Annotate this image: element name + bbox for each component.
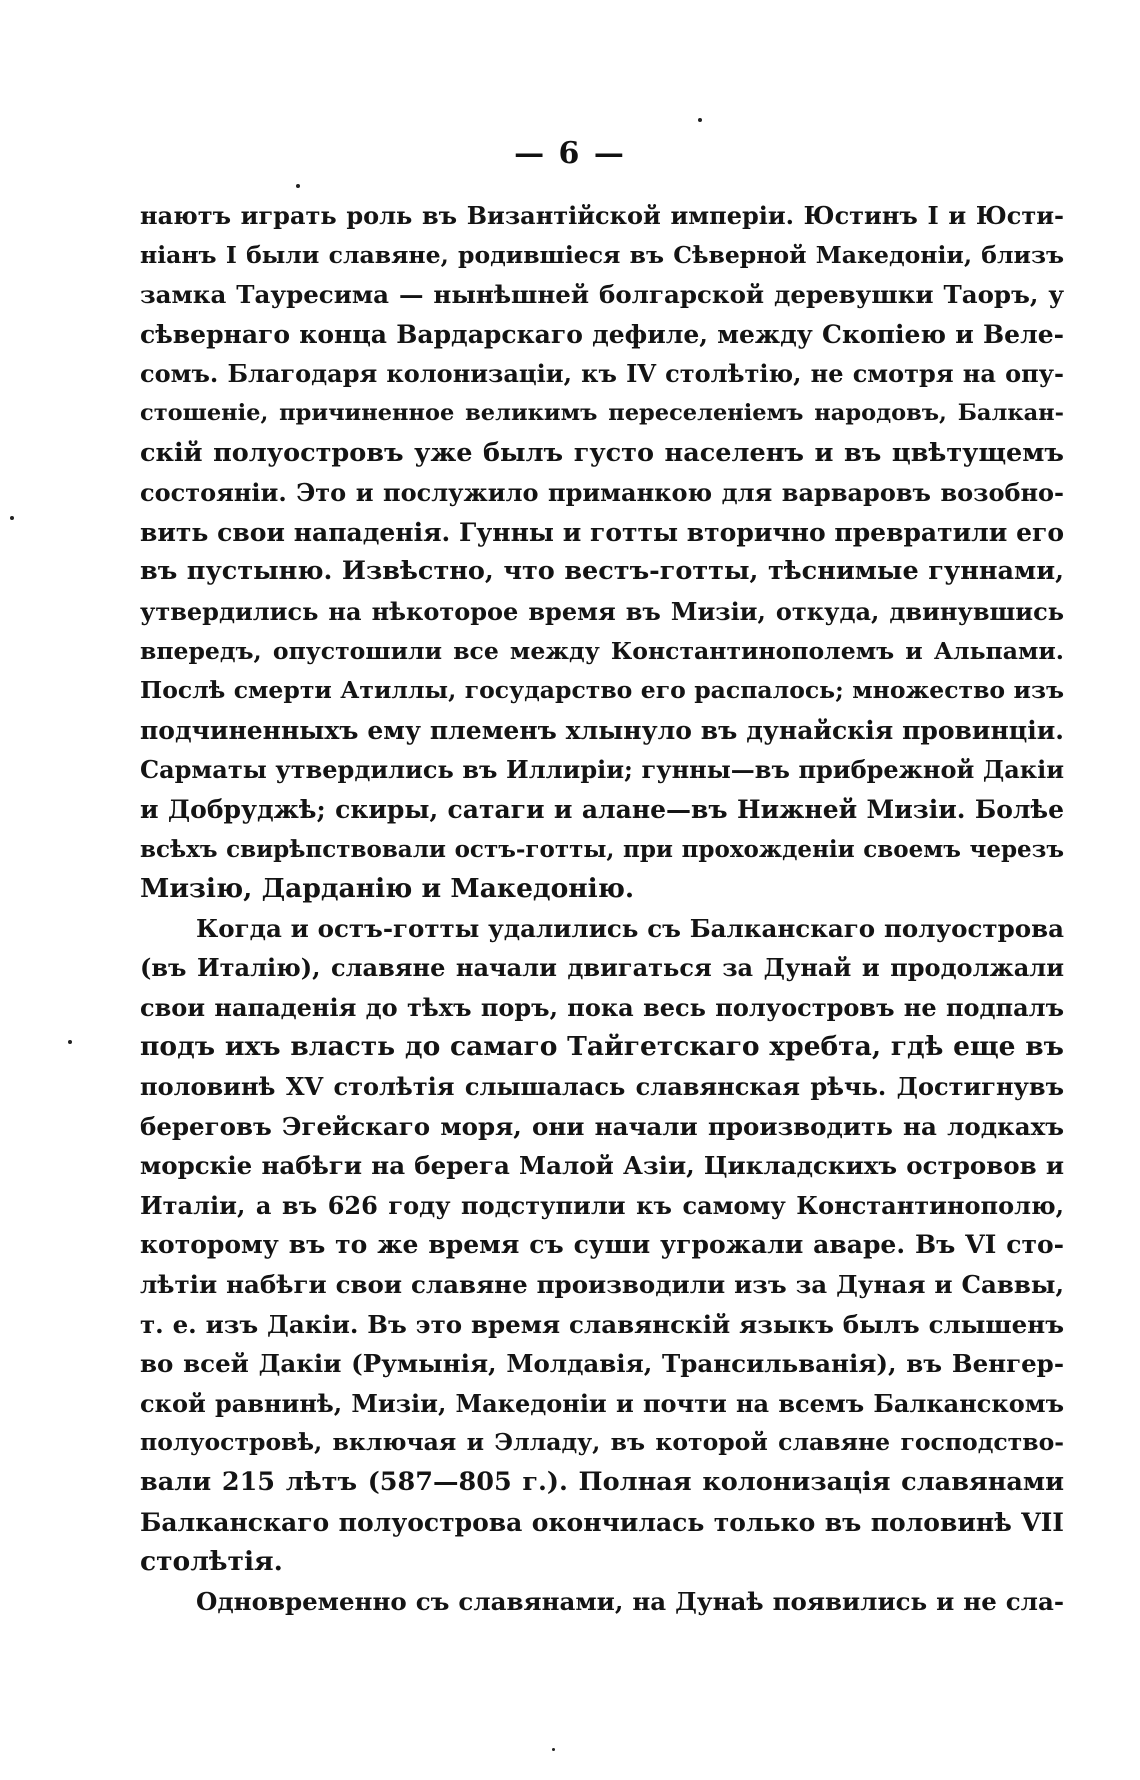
text-line: столѣтія. — [140, 1546, 283, 1578]
text-line: свои нападенія до тѣхъ поръ, пока весь полуостровъ не подпалъ — [140, 992, 1064, 1022]
text-line: вали 215 лѣтъ (587—805 г.). Полная колонизація славянами — [140, 1467, 1064, 1497]
text-line: наютъ играть роль въ Византійской имперіи. Юстинъ I и Юсти- — [140, 201, 1064, 230]
text-line: подчиненныхъ ему племенъ хлынуло въ дунайскія провинціи. — [140, 715, 1064, 745]
text-line: лѣтіи набѣги свои славяне производили изъ за Дуная и Саввы, — [140, 1270, 1064, 1300]
text-line: морскіе набѣги на берега Малой Азіи, Цикладскихъ островов и — [140, 1151, 1064, 1181]
scan-speck — [296, 184, 300, 188]
text-line: во всей Дакіи (Румынія, Молдавія, Трансильванія), въ Венгер- — [140, 1349, 1064, 1379]
text-line: береговъ Эгейскаго моря, они начали производить на лодкахъ — [140, 1111, 1064, 1141]
text-line: Одновременно съ славянами, на Дунаѣ появились и не сла- — [196, 1586, 1064, 1616]
text-line: половинѣ XV столѣтія слышалась славянская рѣчь. Достигнувъ — [140, 1072, 1064, 1102]
text-line: Италіи, а въ 626 году подступили къ самому Константинополю, — [140, 1190, 1064, 1220]
body-text — [140, 196, 1064, 1621]
text-line: подъ ихъ власть до самаго Тайгетскаго хребта, гдѣ еще въ — [140, 1031, 1064, 1063]
text-line: вить свои нападенія. Гунны и готты вторично превратили его — [140, 517, 1064, 547]
text-line: въ пустыню. Извѣстно, что вестъ-готты, тѣснимые гуннами, — [140, 556, 1064, 587]
scan-speck — [698, 118, 702, 122]
text-line: Послѣ смерти Атиллы, государство его распалось; множество изъ — [140, 676, 1064, 705]
text-line: сомъ. Благодаря колонизаціи, къ IV столѣтію, не смотря на опу- — [140, 359, 1064, 389]
text-line: Когда и остъ-готты удалились съ Балканскаго полуострова — [196, 913, 1064, 943]
text-line: полуостровѣ, включая и Элладу, въ которой славяне господство- — [140, 1428, 1064, 1457]
paragraph-1 — [140, 196, 1064, 909]
text-line: (въ Италію), славяне начали двигаться за Дунай и продолжали — [140, 953, 1064, 983]
text-line: скій полуостровъ уже былъ густо населенъ и въ цвѣтущемъ — [140, 437, 1064, 468]
paragraph-2 — [140, 909, 1064, 1582]
text-line: Балканскаго полуострова окончилась только въ половинѣ VII — [140, 1507, 1064, 1537]
scan-speck — [10, 516, 14, 520]
text-line: утвердились на нѣкоторое время въ Мизіи, откуда, двинувшись — [140, 596, 1064, 626]
text-line: ской равнинѣ, Мизіи, Македоніи и почти на всемъ Балканскомъ — [140, 1388, 1064, 1418]
text-line: состояніи. Это и послужило приманкою для варваровъ возобно- — [140, 478, 1064, 508]
text-line: впередъ, опустошили все между Константинополемъ и Альпами. — [140, 636, 1064, 665]
text-line: которому въ то же время съ суши угрожали аваре. Въ VI сто- — [140, 1230, 1064, 1260]
scan-speck — [552, 1748, 555, 1751]
text-line: Мизію, Дарданію и Македонію. — [140, 873, 635, 905]
paragraph-3 — [140, 1582, 1064, 1622]
text-line: ніанъ I были славяне, родившіеся въ Сѣверной Македоніи, близъ — [140, 240, 1064, 269]
text-line: стошеніе, причиненное великимъ переселеніемъ народовъ, Балкан- — [140, 399, 1064, 426]
text-line: всѣхъ свирѣпствовали остъ-готты, при прохожденіи своемъ черезъ — [140, 835, 1064, 863]
scan-speck — [68, 1040, 72, 1044]
text-line: и Добруджѣ; скиры, сатаги и алане—въ Нижней Мизіи. Болѣе — [140, 794, 1064, 824]
text-line: замка Тауресима — нынѣшней болгарской деревушки Таоръ, у — [140, 280, 1064, 310]
page-number: — 6 — — [514, 136, 626, 171]
text-line: Сарматы утвердились въ Иллиріи; гунны—въ прибрежной Дакіи — [140, 755, 1064, 785]
text-line: т. е. изъ Дакіи. Въ это время славянскій языкъ былъ слышенъ — [140, 1309, 1064, 1339]
text-line: сѣвернаго конца Вардарскаго дефиле, между Скопіею и Веле- — [140, 319, 1064, 349]
